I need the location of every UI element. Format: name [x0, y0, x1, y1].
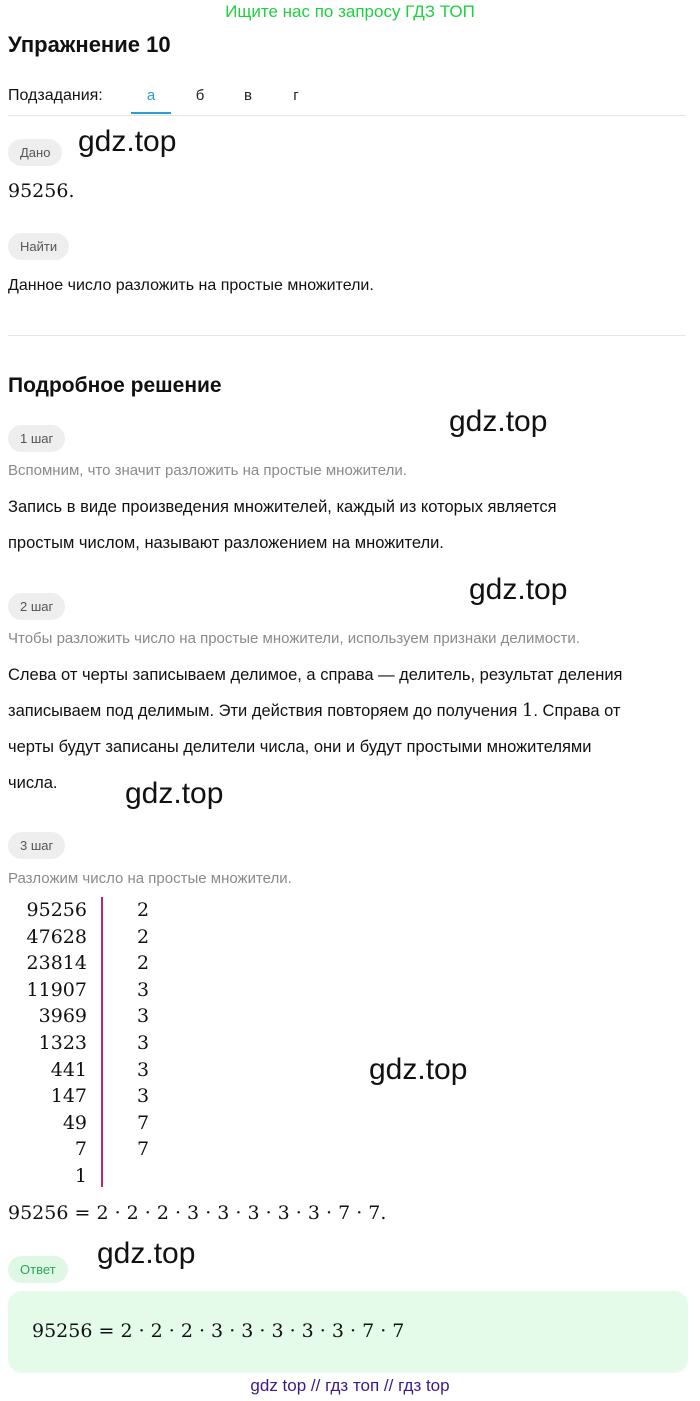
page-title: Упражнение 10	[8, 32, 171, 57]
watermark: gdz.top	[97, 1237, 196, 1270]
step1-line: простым числом, называют разложением на множители.	[8, 534, 444, 552]
divisor: 3	[137, 1085, 150, 1108]
watermark: gdz.top	[369, 1053, 468, 1086]
dividend: 7	[74, 1138, 87, 1161]
divisor: 3	[137, 978, 150, 1001]
divisor: 7	[137, 1111, 150, 1134]
dividend: 23814	[26, 952, 87, 975]
active-tab-indicator	[131, 112, 171, 114]
dividend: 147	[50, 1085, 87, 1108]
division-line	[101, 897, 103, 1187]
dividend: 1323	[38, 1031, 87, 1054]
watermark: gdz.top	[78, 125, 177, 158]
divisor: 3	[137, 1058, 150, 1081]
tab-a[interactable]: а	[146, 87, 156, 104]
watermark: gdz.top	[449, 405, 548, 438]
find-text: Данное число разложить на простые множители.	[8, 277, 374, 294]
footer-links[interactable]: gdz top // гдз топ // гдз top	[250, 1376, 450, 1395]
step1-text	[8, 489, 688, 561]
tab-v[interactable]: в	[244, 87, 252, 104]
divisor: 2	[137, 925, 150, 948]
solution-heading: Подробное решение	[8, 374, 222, 397]
step2-line-part: . Справа от	[533, 702, 621, 720]
given-value: 95256.	[8, 180, 75, 202]
divisor: 7	[137, 1138, 150, 1161]
dividend: 3969	[38, 1005, 87, 1028]
step2-badge: 2 шаг	[8, 593, 65, 620]
step1-badge: 1 шаг	[8, 425, 65, 452]
step2-number-one: 1	[521, 700, 534, 721]
step2-line: числа.	[8, 774, 58, 792]
divisors-column	[137, 897, 157, 1163]
watermark: gdz.top	[125, 777, 224, 810]
step2-line-part: записываем под делимым. Эти действия повторяем до получения	[8, 702, 522, 720]
answer-value: 95256 = 2 · 2 · 2 · 3 · 3 · 3 · 3 · 3 · 7 · 7	[32, 1320, 405, 1342]
dividend: 11907	[26, 978, 87, 1001]
given-badge: Дано	[8, 139, 62, 166]
step2-line: Слева от черты записываем делимое, а справа — делитель, результат деления	[8, 666, 623, 684]
divisor: 3	[137, 1031, 150, 1054]
watermark: gdz.top	[469, 573, 568, 606]
subtasks-label: Подзадания:	[8, 87, 103, 104]
promo-banner[interactable]: Ищите нас по запросу ГДЗ ТОП	[225, 2, 475, 21]
answer-badge: Ответ	[8, 1256, 68, 1283]
step3-hint: Разложим число на простые множители.	[8, 870, 292, 887]
divisor: 2	[137, 899, 150, 921]
divider	[8, 115, 686, 116]
step1-hint: Вспомним, что значит разложить на простые множители.	[8, 462, 407, 479]
divisor: 2	[137, 952, 150, 975]
find-badge: Найти	[8, 233, 69, 260]
tab-b[interactable]: б	[195, 87, 205, 104]
step1-line: Запись в виде произведения множителей, каждый из которых является	[8, 498, 557, 516]
step2-hint: Чтобы разложить число на простые множители, используем признаки делимости.	[8, 630, 580, 647]
step2-line	[8, 693, 688, 729]
step3-badge: 3 шаг	[8, 832, 65, 859]
factorization-result: 95256 = 2 · 2 · 2 · 3 · 3 · 3 · 3 · 3 · 7 · 7.	[8, 1202, 387, 1224]
divider	[8, 335, 686, 336]
dividend: 95256	[26, 899, 87, 921]
tab-g[interactable]: г	[293, 87, 299, 104]
step2-line: черты будут записаны делители числа, они и будут простыми множителями	[8, 738, 592, 756]
dividends-column	[0, 897, 87, 1190]
dividend: 441	[50, 1058, 87, 1081]
dividend: 1	[74, 1164, 87, 1187]
divisor: 3	[137, 1005, 150, 1028]
step2-text	[8, 657, 688, 801]
dividend: 49	[62, 1111, 87, 1134]
dividend: 47628	[26, 925, 87, 948]
